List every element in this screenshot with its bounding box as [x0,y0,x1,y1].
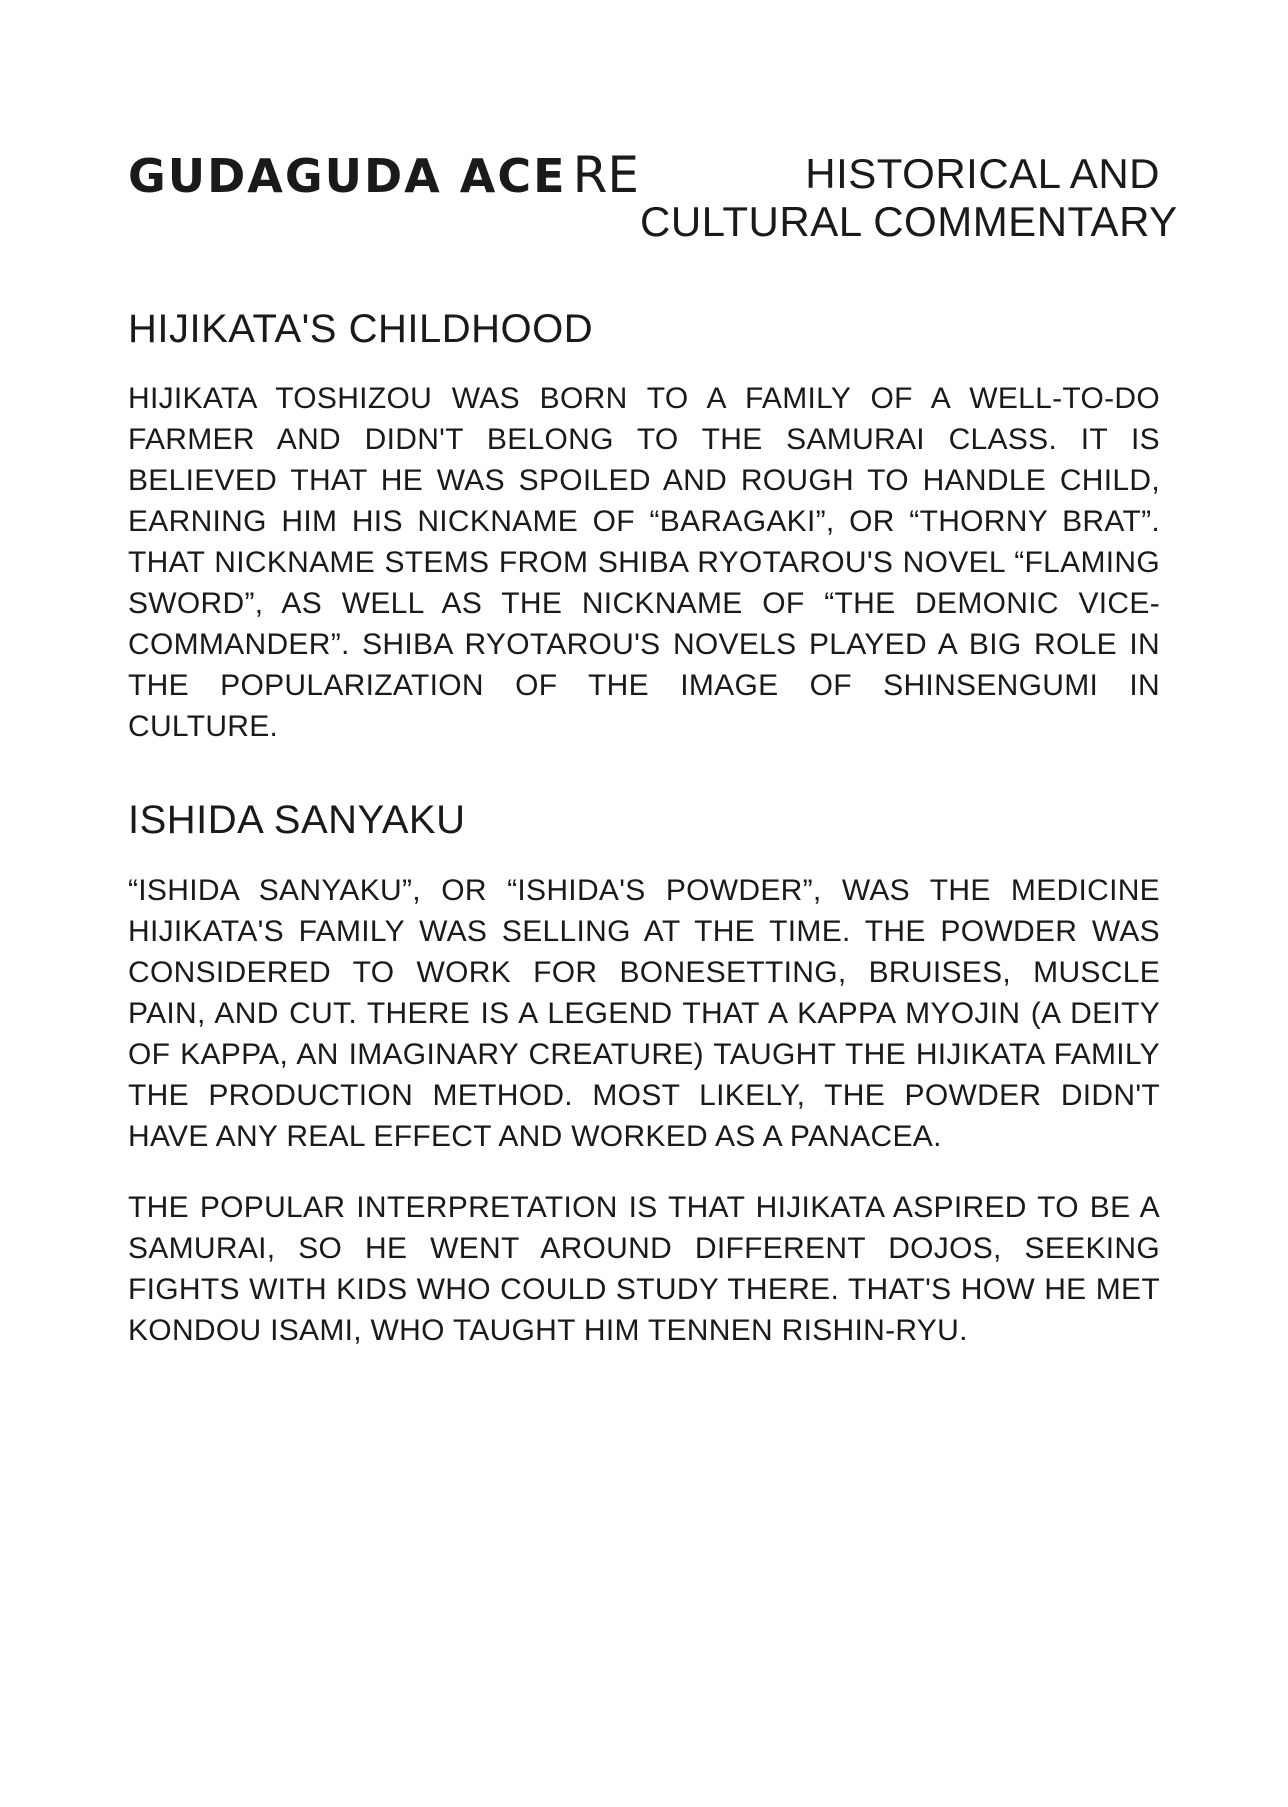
section-heading-hijikata-childhood: HIJIKATA'S CHILDHOOD [128,307,594,351]
paragraph-ishida-sanyaku: “ISHIDA SANYAKU”, OR “ISHIDA'S POWDER”, WAS THE MEDICINE HIJIKATA'S FAMILY WAS SELLING AT THE TIME. THE POWDER WAS CONSIDERED TO WORK FOR BONESETTING, BRUISES, MUSCLE PAIN, AND CUT. THERE IS A LEGEND THAT A KAPPA MYOJIN (A DEITY OF KAPPA, AN IMAGINARY CREATURE) TAUGHT THE HIJIKATA FAMILY THE PRODUCTION METHOD. MOST LIKELY, THE POWDER DIDN'T HAVE ANY REAL EFFECT AND WORKED AS A PANACEA. [128,874,1160,1153]
page-title-line-1: HISTORICAL AND [805,150,1160,197]
paragraph-hijikata-childhood: HIJIKATA TOSHIZOU WAS BORN TO A FAMILY OF A WELL-TO-DO FARMER AND DIDN'T BELONG TO THE SAMURAI CLASS. IT IS BELIEVED THAT HE WAS SPOILED AND ROUGH TO HANDLE CHILD, EARNING HIM HIS NICKNAME OF “BARAGAKI”, OR “THORNY BRAT”. THAT NICKNAME STEMS FROM SHIBA RYOTAROU'S NOVEL “FLAMING SWORD”, AS WELL AS THE NICKNAME OF “THE DEMONIC VICE-COMMANDER”. SHIBA RYOTAROU'S NOVELS PLAYED A BIG ROLE IN THE POPULARIZATION OF THE IMAGE OF SHINSENGUMI IN CULTURE. [128,382,1160,743]
logo-suffix-text: RE [572,146,639,204]
page-title [640,150,1178,246]
paragraph-popular-interpretation: THE POPULAR INTERPRETATION IS THAT HIJIKATA ASPIRED TO BE A SAMURAI, SO HE WENT AROUND DIFFERENT DOJOS, SEEKING FIGHTS WITH KIDS WHO COULD STUDY THERE. THAT'S HOW HE MET KONDOU ISAMI, WHO TAUGHT HIM TENNEN RISHIN-RYU. [128,1191,1160,1347]
page-title-line-2: CULTURAL COMMENTARY [640,198,1178,245]
logo-main-text: GUDAGUDA ACE [128,149,567,203]
series-logo [128,146,639,204]
section-heading-ishida-sanyaku: ISHIDA SANYAKU [128,798,466,842]
